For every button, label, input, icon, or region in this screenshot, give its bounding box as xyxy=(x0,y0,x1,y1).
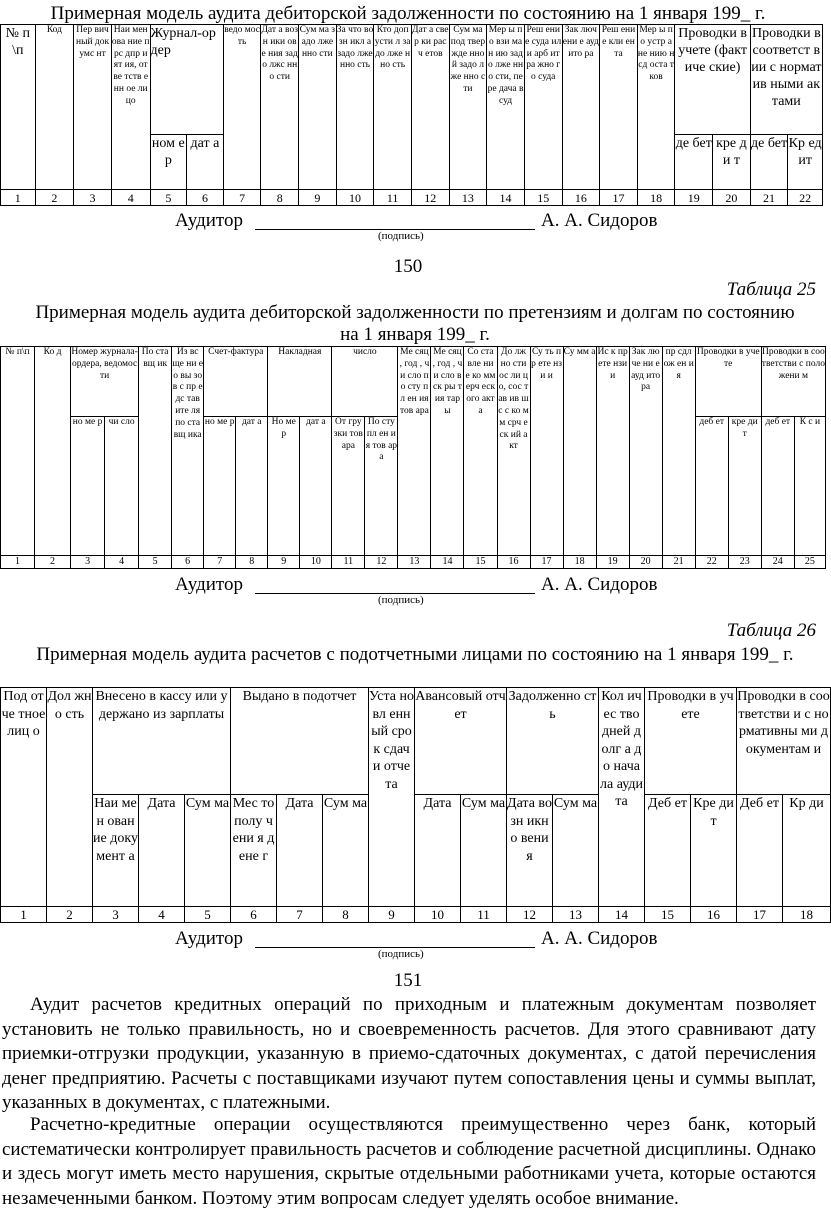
t2-col-supplier: По ста вщ ик xyxy=(139,347,172,556)
t1-auditor-name: А. А. Сидоров xyxy=(541,210,658,231)
t1-col-primary-doc: Пер вич ный док умс нт xyxy=(74,25,112,190)
t3-number-cell: 11 xyxy=(461,907,507,923)
t3-cash-date: Дата xyxy=(139,795,185,907)
t1-number-cell: 17 xyxy=(600,190,638,206)
t2-col-sum: Су мм а xyxy=(563,347,596,556)
t2-col-code: Ко д xyxy=(35,347,71,556)
t1-debit: де бет xyxy=(675,135,713,190)
t3-number-cell: 5 xyxy=(185,907,231,923)
t1-journal-number: ном ер xyxy=(150,135,187,190)
t3-col-debt: Задолженно сть xyxy=(507,688,599,795)
t2-number-cell: 24 xyxy=(761,556,794,569)
t1-number-cell: 21 xyxy=(750,190,788,206)
t1-number-cell: 19 xyxy=(675,190,713,206)
t3-number-cell: 13 xyxy=(553,907,599,923)
t3-number-row xyxy=(1,907,831,923)
t2-number-cell: 20 xyxy=(629,556,662,569)
t2-number-cell: 23 xyxy=(728,556,761,569)
t1-number-cell: 9 xyxy=(299,190,337,206)
t1-journal-date: дат а xyxy=(187,135,224,190)
t1-col-confirmed-sum: Сум ма под твер жде нно й задо лже нно сти xyxy=(449,25,487,190)
t1-number-cell: 13 xyxy=(449,190,487,206)
t1-col-statement: ведо мос ть xyxy=(223,25,261,190)
t2-auditor-name: А. А. Сидоров xyxy=(541,574,658,595)
t1-number-cell: 11 xyxy=(374,190,412,206)
t3-col-cash-returned: Внесено в кассу или удержано из зарплаты xyxy=(93,688,231,795)
t2-credit-norm: К с и xyxy=(794,417,825,556)
table1-title: Примерная модель аудита дебиторской задолженности по состоянию на 1 января 199_ г. xyxy=(50,3,766,24)
t3-auditor-name: А. А. Сидоров xyxy=(541,928,658,949)
t1-col-collection: Мер ы по взи ман ию задо лже нно сти, пере дача в суд xyxy=(487,25,525,190)
t2-col-arrival-date: Ме сяц , год , чи сло по сту пл ен ия тов ара xyxy=(398,347,431,556)
t2-col-postings-fact: Проводки в учете xyxy=(695,347,761,417)
t2-number-cell: 15 xyxy=(464,556,497,569)
t1-col-court: Реш ени е суда или арб итра жно го суда xyxy=(524,25,562,190)
t2-credit: кре ди т xyxy=(728,417,761,556)
t2-col-invoice: Счет-фактура xyxy=(204,347,268,417)
t3-number-cell: 2 xyxy=(47,907,93,923)
t1-number-cell: 16 xyxy=(562,190,600,206)
t1-col-auditor-conclusion: Зак люч ени е ауд ито ра xyxy=(562,25,600,190)
table25-title: Примерная модель аудита дебиторской задолженности по претензиям и долгам по состоянию на 1 января 199_ г. xyxy=(35,302,795,345)
t2-number-cell: 5 xyxy=(139,556,172,569)
t1-col-remedy: Мер ы по устр ане нию нсд оста тков xyxy=(637,25,675,190)
t1-number-cell: 4 xyxy=(111,190,150,206)
t2-number-cell: 3 xyxy=(71,556,105,569)
t1-number-cell: 7 xyxy=(223,190,261,206)
t3-number-cell: 12 xyxy=(507,907,553,923)
t3-col-postings-fact: Проводки в учете xyxy=(645,688,737,795)
t1-col-debt-date: Дат а возн ики ове ния задо лжс нно сти xyxy=(261,25,299,190)
t2-number-cell: 4 xyxy=(105,556,139,569)
t1-number-cell: 12 xyxy=(411,190,449,206)
t2-invoice-date: дат а xyxy=(236,417,268,556)
t3-number-cell: 18 xyxy=(783,907,831,923)
t3-col-report-deadline: Уста новл енн ый срок сдач и отче та xyxy=(369,688,415,907)
t3-issued-date: Дата xyxy=(277,795,323,907)
t2-auditor-label: Аудитор xyxy=(175,574,243,595)
t3-issued-place: Мес то полу чени я дене г xyxy=(231,795,277,907)
t3-number-cell: 14 xyxy=(599,907,645,923)
t2-col-act-author: До лж но сти ос ли цо, сос тав ив шс с ко мм срч еск ий акт xyxy=(497,347,530,556)
t1-credit-norm: Кр ед ит xyxy=(788,135,823,190)
t2-number-cell: 13 xyxy=(398,556,431,569)
t1-number-cell: 14 xyxy=(487,190,525,206)
t1-number-cell: 3 xyxy=(74,190,112,206)
t2-number-cell: 22 xyxy=(695,556,728,569)
t1-number-cell: 2 xyxy=(35,190,74,206)
t2-col-waybill: Накладная xyxy=(268,347,332,417)
t1-col-postings-fact: Проводки в учете (фактиче ские) xyxy=(675,25,750,135)
t3-advance-date: Дата xyxy=(415,795,461,907)
t3-debt-sum: Сум ма xyxy=(553,795,599,907)
t2-number-cell: 19 xyxy=(596,556,629,569)
t1-col-debt-culprit: Кто доп усти л задо лже нно сть xyxy=(374,25,412,190)
t2-debit-norm: деб ет xyxy=(761,417,794,556)
t2-waybill-date: дат а xyxy=(300,417,332,556)
t1-auditor-label: Аудитор xyxy=(175,210,243,231)
t2-col-postings-norm: Проводки в соответстви с положени м xyxy=(761,347,825,417)
t3-debit-norm: Деб ет xyxy=(737,795,783,907)
page-number-151: 151 xyxy=(393,970,423,991)
t2-col-number: № п\п xyxy=(1,347,35,556)
t2-number-cell: 7 xyxy=(204,556,236,569)
t2-col-commercial-act: Со ста вле ни е ко мм ерч еск ого акт а xyxy=(464,347,497,556)
t1-number-row xyxy=(1,190,823,206)
t2-number-cell: 2 xyxy=(35,556,71,569)
t2-journal-count: чи сло xyxy=(105,417,139,556)
page-number-150: 150 xyxy=(393,256,423,277)
t2-debit: деб ет xyxy=(695,417,728,556)
t2-number-cell: 8 xyxy=(236,556,268,569)
t1-col-code: Код xyxy=(35,25,74,190)
t2-number-cell: 1 xyxy=(1,556,35,569)
t1-number-cell: 1 xyxy=(1,190,36,206)
t3-cash-document: Наи мен ован ие доку мент а xyxy=(93,795,139,907)
t2-col-notice: Из вс ще ни е о вы зов с пр едс тав ите ля по ста вщ ика xyxy=(172,347,204,556)
t1-signature-caption: (подпись) xyxy=(378,230,424,242)
t3-advance-sum: Сум ма xyxy=(461,795,507,907)
t1-number-cell: 20 xyxy=(713,190,751,206)
t2-shipment: От гру зки тов ара xyxy=(332,417,365,556)
t2-number-cell: 6 xyxy=(172,556,204,569)
t3-col-issued: Выдано в подотчет xyxy=(231,688,369,795)
t2-number-cell: 10 xyxy=(300,556,332,569)
t3-number-cell: 1 xyxy=(1,907,47,923)
t2-col-claim-essence: Су ть пр ете нзи и xyxy=(530,347,563,556)
t2-col-journal: Номер журнала-ордера, ведомости xyxy=(71,347,139,417)
t2-col-date-group: число xyxy=(332,347,398,417)
t1-number-cell: 18 xyxy=(637,190,675,206)
t2-col-auditor-conclusion: Зак лю че ни е ауд ито ра xyxy=(629,347,662,556)
t2-receipt: По сту пл ен ия тов ара xyxy=(365,417,398,556)
t1-number-cell: 10 xyxy=(336,190,374,206)
t2-col-opening-date: Ме сяц , год , чи сло вск ры тия тар ы xyxy=(431,347,464,556)
paragraph-2: Расчетно-кредитные операции осуществляются преимущественно через банк, который систематически контролирует правильность расчетов и соблюдение расчетной дисциплины. Однако и здесь могут иметь место нарушения, скрытые отдельными работниками учета, которые остаются незамеченными банком. Поэтому этим вопросам следует уделять особое внимание. xyxy=(2,1114,816,1209)
t1-col-number: № п\п xyxy=(1,25,36,190)
t2-col-proposals: пр сдл ож ен ия xyxy=(662,347,695,556)
t2-number-cell: 9 xyxy=(268,556,300,569)
t3-number-cell: 8 xyxy=(323,907,369,923)
t3-col-advance-report: Авансовый отчет xyxy=(415,688,507,795)
t2-number-cell: 21 xyxy=(662,556,695,569)
t3-number-cell: 15 xyxy=(645,907,691,923)
paragraph-1: Аудит расчетов кредитных операций по приходным и платежным документам позволяет установить не только правильность, но и своевременность расчетов. Для этого сравнивают дату приемки-отгрузки продукции, указанную в приемо-сдаточных документах, с датой перечисления денег предприятию. Расчеты с поставщиками изучают путем сопоставления цены и суммы выплат, указанных в документах, с платежными. xyxy=(2,994,816,1114)
t1-number-cell: 5 xyxy=(150,190,187,206)
t1-number-cell: 15 xyxy=(524,190,562,206)
t1-col-postings-norm: Проводки в соответст вии с норматив ными актами xyxy=(750,25,822,135)
t2-number-cell: 17 xyxy=(530,556,563,569)
t3-col-postings-norm: Проводки в соответстви и с нормативны ми документам и xyxy=(737,688,831,795)
t2-number-row xyxy=(1,556,826,569)
t2-number-cell: 11 xyxy=(332,556,365,569)
table1 xyxy=(0,24,823,206)
table26 xyxy=(0,687,831,923)
t3-issued-sum: Сум ма xyxy=(323,795,369,907)
t3-credit-norm: Кр ди xyxy=(783,795,831,907)
t3-number-cell: 6 xyxy=(231,907,277,923)
t3-col-accountable-person: Под отче тное лиц о xyxy=(1,688,47,907)
t3-number-cell: 17 xyxy=(737,907,783,923)
t3-number-cell: 3 xyxy=(93,907,139,923)
t2-signature-caption: (подпись) xyxy=(378,594,424,606)
t3-debit: Деб ет xyxy=(645,795,691,907)
t3-col-position: Дол жно сть xyxy=(47,688,93,907)
t3-col-days-overdue: Кол ичес тво дней долг а до нача ла ауди та xyxy=(599,688,645,907)
t1-col-debt-reason: За что возн икл а задо лже нно сть xyxy=(336,25,374,190)
t1-number-cell: 8 xyxy=(261,190,299,206)
t1-col-journal: Журнал-ордер xyxy=(150,25,223,135)
t3-number-cell: 16 xyxy=(691,907,737,923)
t1-credit: кре ди т xyxy=(713,135,751,190)
t2-invoice-number: но ме р xyxy=(204,417,236,556)
t2-journal-number: но ме р xyxy=(71,417,105,556)
t3-signature-caption: (подпись) xyxy=(378,948,424,960)
t2-number-cell: 18 xyxy=(563,556,596,569)
t2-number-cell: 16 xyxy=(497,556,530,569)
t2-number-cell: 12 xyxy=(365,556,398,569)
t1-number-cell: 22 xyxy=(788,190,823,206)
table25 xyxy=(0,346,826,569)
t1-debit-norm: де бет xyxy=(750,135,788,190)
t3-cash-sum: Сум ма xyxy=(185,795,231,907)
t3-number-cell: 10 xyxy=(415,907,461,923)
t3-debt-date: Дата возн икно вени я xyxy=(507,795,553,907)
t2-waybill-number: Но ме р xyxy=(268,417,300,556)
t3-number-cell: 4 xyxy=(139,907,185,923)
t3-credit: Кре дит xyxy=(691,795,737,907)
t1-col-client-decision: Реш ени е кли ента xyxy=(600,25,638,190)
t2-number-cell: 25 xyxy=(794,556,825,569)
t1-col-company: Наи мен ова ние прс дпр ият ия, отве тств енн ое лицо xyxy=(111,25,150,190)
t2-col-claim: Ис к пр ете нзи и xyxy=(596,347,629,556)
table26-title: Примерная модель аудита расчетов с подотчетными лицами по состоянию на 1 января 199_ г. xyxy=(36,644,794,665)
t2-number-cell: 14 xyxy=(431,556,464,569)
table26-label: Таблица 26 xyxy=(726,620,816,641)
t1-col-debt-sum: Сум ма задо лже нно сти xyxy=(299,25,337,190)
t3-number-cell: 9 xyxy=(369,907,415,923)
t3-auditor-label: Аудитор xyxy=(175,928,243,949)
t1-col-reconcile-date: Дат а свер ки расч етов xyxy=(411,25,449,190)
table25-label: Таблица 25 xyxy=(726,279,816,300)
t3-number-cell: 7 xyxy=(277,907,323,923)
t1-number-cell: 6 xyxy=(187,190,224,206)
